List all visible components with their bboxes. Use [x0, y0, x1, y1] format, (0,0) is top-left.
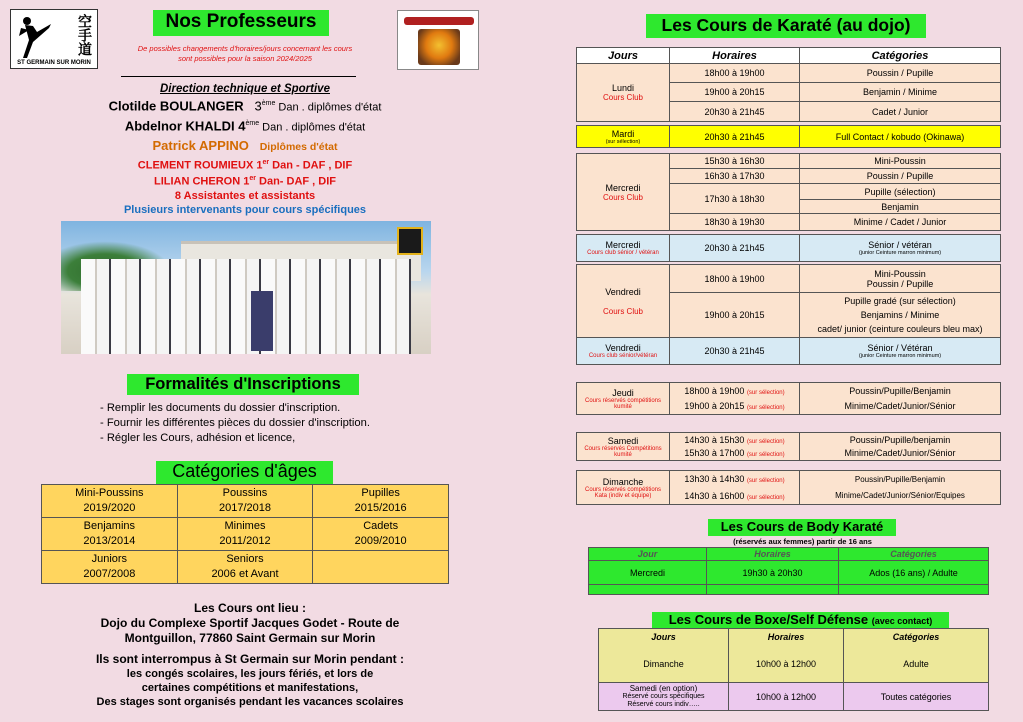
time-cell: 10h00 à 12h00 [729, 646, 844, 683]
day-mardi: Mardi (sur sélection) [577, 126, 670, 148]
emblem-scene [418, 29, 460, 65]
interruption-line: Des stages sont organisés pendant les vacances scolaires [96, 696, 404, 708]
header-horaires: Horaires [707, 548, 839, 561]
assistants: 8 Assistantes et assistants [174, 189, 316, 202]
time-cell: 14h30 à 16h00 (sur sélection) [670, 488, 800, 505]
age-category-name: Poussins [222, 487, 268, 499]
category-cell: Benjamin [800, 200, 1001, 214]
age-category-cell [177, 551, 313, 584]
boxe-table [598, 628, 989, 711]
category-cell: Benjamin / Minime [800, 83, 1001, 102]
time-cell: 16h30 à 17h30 [670, 169, 800, 184]
header-categories: Catégories [800, 48, 1001, 64]
category-cell: Poussin / Pupille [800, 169, 1001, 184]
category-cell: Mini-Poussin [800, 154, 1001, 169]
age-category-years: 2006 et Avant [211, 568, 279, 580]
time-cell: 17h30 à 18h30 [670, 184, 800, 214]
boxe-title: Les Cours de Boxe/Self Défense (avec contact) [652, 612, 949, 628]
age-category-years: 2017/2018 [218, 502, 271, 514]
day-vendredi: Vendredi Cours Club [577, 265, 670, 338]
category-cell: Adulte [844, 646, 989, 683]
karate-title: Les Cours de Karaté (au dojo) [646, 14, 926, 38]
category-cell: Toutes catégories [844, 683, 989, 711]
inscription-item: - Remplir les documents du dossier d'inscription. [100, 402, 341, 414]
age-category-name: Minimes [224, 520, 266, 532]
age-category-cell [42, 551, 178, 584]
age-category-years: 2015/2016 [354, 502, 407, 514]
age-category-cell [313, 485, 449, 518]
prof-roumieux: CLEMENT ROUMIEUX 1er Dan - DAF , DIF [137, 158, 353, 172]
ages-title: Catégories d'âges [156, 461, 333, 484]
prof-appino: Patrick APPINO Diplômes d'état [152, 137, 338, 153]
time-cell: 19h00 à 20h15 [670, 293, 800, 338]
schedule-change-note [100, 44, 390, 64]
age-category-cell [42, 518, 178, 551]
age-category-cell [313, 518, 449, 551]
time-cell: 18h00 à 19h00 [670, 64, 800, 83]
day-lundi: Lundi Cours Club [577, 64, 670, 122]
direction-heading: Direction technique et Sportive [160, 83, 330, 95]
dimanche-table [576, 470, 1001, 505]
body-karate-title: Les Cours de Body Karaté [708, 519, 896, 536]
logo-caption: ST GERMAIN SUR MORIN [17, 60, 91, 66]
category-cell: Minime/Cadet/Junior/Sénior/Equipes [800, 488, 1001, 505]
time-cell: 19h00 à 20h15 (sur sélection) [670, 399, 800, 415]
age-category-years: 2011/2012 [219, 535, 271, 547]
day-jeudi: Jeudi Cours réservés compétitions kumité [577, 383, 670, 415]
age-category-name: Mini-Poussins [75, 487, 144, 499]
category-cell: Minime/Cadet/Junior/Sénior [800, 447, 1001, 461]
header-categories: Catégories [839, 548, 989, 561]
logo-kanji: 空手道 [76, 14, 92, 56]
category-cell: Ados (16 ans) / Adulte [839, 561, 989, 585]
team-photo [61, 221, 431, 354]
note-line-1: De possibles changements d'horaires/jours concernant les cours [137, 44, 353, 53]
age-category-name: Benjamins [83, 520, 135, 532]
category-cell: Pupille gradé (sur sélection) Benjamins / Minime cadet/ junior (ceinture couleurs bleu max) [800, 293, 1001, 338]
inscriptions-list [100, 401, 370, 445]
interruption-line: les congés scolaires, les jours fériés, et lors de [126, 668, 374, 680]
category-cell: Pupille (sélection) [800, 184, 1001, 200]
lieu-line: Montguillon, 77860 Saint Germain sur Morin [124, 631, 376, 645]
time-cell: 13h30 à 14h30 (sur sélection) [670, 471, 800, 488]
time-cell: 14h30 à 15h30 (sur sélection) [670, 433, 800, 447]
age-category-years: 2013/2014 [83, 535, 136, 547]
interruption-title: Ils sont interrompus à St Germain sur Morin pendant : [95, 652, 405, 666]
category-cell: Sénior / Vétéran (junior Ceinture marron minimum) [800, 338, 1001, 365]
category-cell: Poussin/Pupille/Benjamin [800, 383, 1001, 399]
interruption-line: certaines compétitions et manifestations, [141, 682, 359, 694]
body-karate-table [588, 547, 989, 595]
inscription-item: - Régler les Cours, adhésion et licence, [100, 431, 296, 444]
day-vendredi-senior: Vendredi Cours club sénior/vétéran [577, 338, 670, 365]
professors-list [60, 82, 430, 217]
category-cell: Minime / Cadet / Junior [800, 214, 1001, 231]
note-line-2: sont possibles pour la saison 2024/2025 [178, 54, 312, 64]
age-category-cell [177, 485, 313, 518]
header-jours: Jours [577, 48, 670, 64]
age-category-years: 2019/2020 [83, 502, 136, 514]
dojo-emblem [397, 10, 479, 70]
prof-boulanger: Clotilde BOULANGER 3ème Dan . diplômes d'état [108, 98, 382, 114]
photo-dark-gi [251, 291, 273, 351]
inscription-item: - Fournir les différentes pièces du dossier d'inscription. [100, 416, 370, 429]
time-cell: 20h30 à 21h45 [670, 235, 800, 262]
category-cell: Poussin / Pupille [800, 64, 1001, 83]
photo-group [81, 259, 411, 354]
time-cell: 18h00 à 19h00 [670, 265, 800, 293]
header-jour: Jour [589, 548, 707, 561]
day-mercredi-senior: Mercredi Cours club sénior / vétéran [577, 235, 670, 262]
samedi-table [576, 432, 1001, 461]
category-cell: Poussin/Pupille/Benjamin [800, 471, 1001, 488]
header-horaires: Horaires [729, 629, 844, 646]
category-cell: Full Contact / kobudo (Okinawa) [800, 126, 1001, 148]
ages-table [41, 484, 449, 584]
day-cell: Mercredi [589, 561, 707, 585]
inscriptions-title: Formalités d'Inscriptions [127, 374, 359, 395]
time-cell: 15h30 à 16h30 [670, 154, 800, 169]
age-category-name: Juniors [91, 553, 128, 565]
lieu-block [40, 601, 460, 709]
header-horaires: Horaires [670, 48, 800, 64]
time-cell: 18h30 à 19h30 [670, 214, 800, 231]
lieu-line: Dojo du Complexe Sportif Jacques Godet - Route de [100, 616, 400, 630]
karate-schedule-table [576, 47, 1001, 365]
professeurs-title: Nos Professeurs [153, 10, 329, 36]
age-category-cell [313, 551, 449, 584]
time-cell: 10h00 à 12h00 [729, 683, 844, 711]
age-category-name: Pupilles [361, 487, 400, 499]
time-cell: 19h30 à 20h30 [707, 561, 839, 585]
age-category-cell [177, 518, 313, 551]
day-cell: Samedi (en option) Réservé cours spécifiques Réservé cours indiv….. [599, 683, 729, 711]
karateka-kick-icon [15, 14, 55, 62]
time-cell: 15h30 à 17h00 (sur sélection) [670, 447, 800, 461]
day-mercredi: Mercredi Cours Club [577, 154, 670, 231]
intervenants: Plusieurs intervenants pour cours spécifiques [123, 203, 367, 216]
category-cell: Mini-Poussin Poussin / Pupille [800, 265, 1001, 293]
day-dimanche: Dimanche Cours réservés compétitions Kata (indiv et équipe) [577, 471, 670, 505]
time-cell: 19h00 à 20h15 [670, 83, 800, 102]
age-category-years: 2007/2008 [83, 568, 136, 580]
day-cell: Dimanche [599, 646, 729, 683]
jeudi-table [576, 382, 1001, 415]
age-category-years: 2009/2010 [354, 535, 407, 547]
age-category-cell [42, 485, 178, 518]
time-cell: 20h30 à 21h45 [670, 102, 800, 122]
header-categories: Catégories [844, 629, 989, 646]
body-karate-subtitle: (réservés aux femmes) partir de 16 ans [733, 537, 872, 546]
category-cell: Sénior / vétéran (junior Ceinture marron minimum) [800, 235, 1001, 262]
day-samedi: Samedi Cours réservés Compétitions kumité [577, 433, 670, 461]
age-category-name: Seniors [226, 553, 264, 565]
header-jours: Jours [599, 629, 729, 646]
photo-emblem-icon [397, 227, 423, 255]
category-cell: Cadet / Junior [800, 102, 1001, 122]
prof-khaldi: Abdelnor KHALDI 4ème Dan . diplômes d'état [124, 118, 366, 134]
lieu-title: Les Cours ont lieu : [193, 601, 306, 615]
torii-gate-icon [404, 17, 474, 25]
time-cell: 20h30 à 21h45 [670, 338, 800, 365]
time-cell: 20h30 à 21h45 [670, 126, 800, 148]
club-logo [10, 9, 98, 69]
age-category-name: Cadets [363, 520, 399, 532]
divider [121, 76, 356, 77]
category-cell: Poussin/Pupille/benjamin [800, 433, 1001, 447]
category-cell: Minime/Cadet/Junior/Sénior [800, 399, 1001, 415]
prof-cheron: LILIAN CHERON 1er Dan- DAF , DIF [153, 175, 337, 188]
time-cell: 18h00 à 19h00 (sur sélection) [670, 383, 800, 399]
